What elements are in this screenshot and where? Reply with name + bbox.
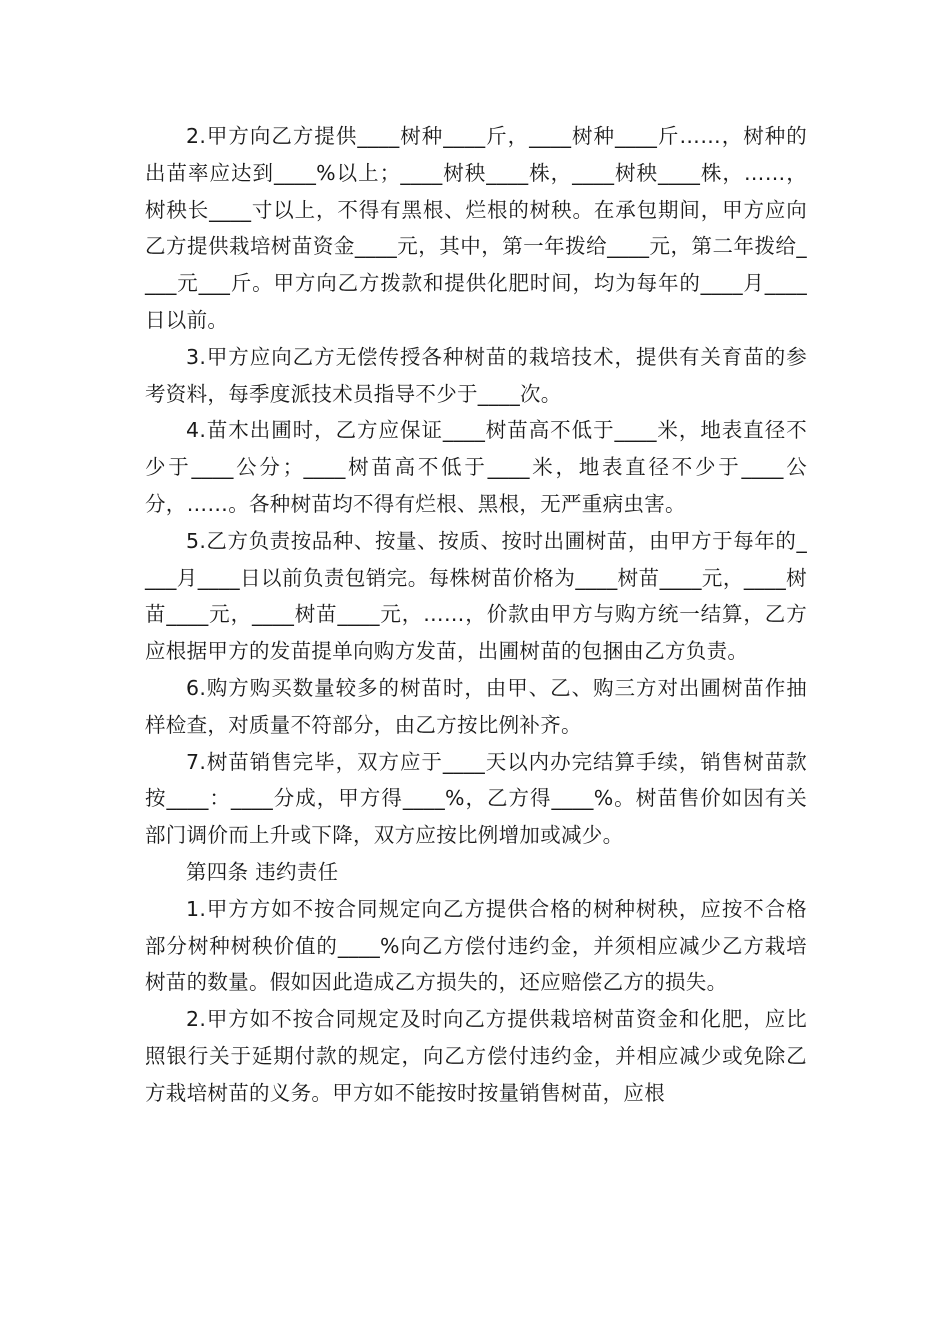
paragraph-clause-3: 3.甲方应向乙方无偿传授各种树苗的栽培技术，提供有关育苗的参考资料，每季度派技术员指导不少于____次。: [145, 344, 807, 406]
paragraph-clause-2: 2.甲方向乙方提供____树种____斤，____树种____斤……，树种的出苗率应达到____%以上；____树秧____株，____树秧____株，……，树秧长____寸以上，不得有黑根、烂根的树秧。在承包期间，甲方应向乙方提供栽培树苗资金____元，其中，第一年拨给____元，第二年拨给____元___斤。甲方向乙方拨款和提供化肥时间，均为每年的____月____日以前。: [145, 124, 807, 332]
section-heading-article-4: 第四条 违约责任: [186, 859, 339, 884]
paragraph-breach-2: 2.甲方如不按合同规定及时向乙方提供栽培树苗资金和化肥，应比照银行关于延期付款的规定，向乙方偿付违约金，并相应减少或免除乙方栽培树苗的义务。甲方如不能按时按量销售树苗，应根: [145, 1007, 807, 1105]
paragraph-clause-4: 4.苗木出圃时，乙方应保证____树苗高不低于____米，地表直径不少于____公分；____树苗高不低于____米，地表直径不少于____公分，……。各种树苗均不得有烂根、黑根，无严重病虫害。: [145, 418, 807, 516]
paragraph-clause-5: 5.乙方负责按品种、按量、按质、按时出圃树苗，由甲方于每年的____月____日以前负责包销完。每株树苗价格为____树苗____元，____树苗____元，____树苗____元，……，价款由甲方与购方统一结算，乙方应根据甲方的发苗提单向购方发苗，出圃树苗的包捆由乙方负责。: [145, 528, 807, 664]
document-body: [145, 118, 807, 1112]
paragraph-clause-7: 7.树苗销售完毕，双方应于____天以内办完结算手续，销售树苗款按____：____分成，甲方得____%，乙方得____%。树苗售价如因有关部门调价而上升或下降，双方应按比例增加或减少。: [145, 749, 807, 848]
paragraph-breach-1: 1.甲方方如不按合同规定向乙方提供合格的树种树秧，应按不合格部分树种树秧价值的____%向乙方偿付违约金，并须相应减少乙方栽培树苗的数量。假如因此造成乙方损失的，还应赔偿乙方的损失。: [145, 896, 807, 995]
paragraph-clause-6: 6.购方购买数量较多的树苗时，由甲、乙、购三方对出圃树苗作抽样检查，对质量不符部分，由乙方按比例补齐。: [145, 675, 807, 737]
